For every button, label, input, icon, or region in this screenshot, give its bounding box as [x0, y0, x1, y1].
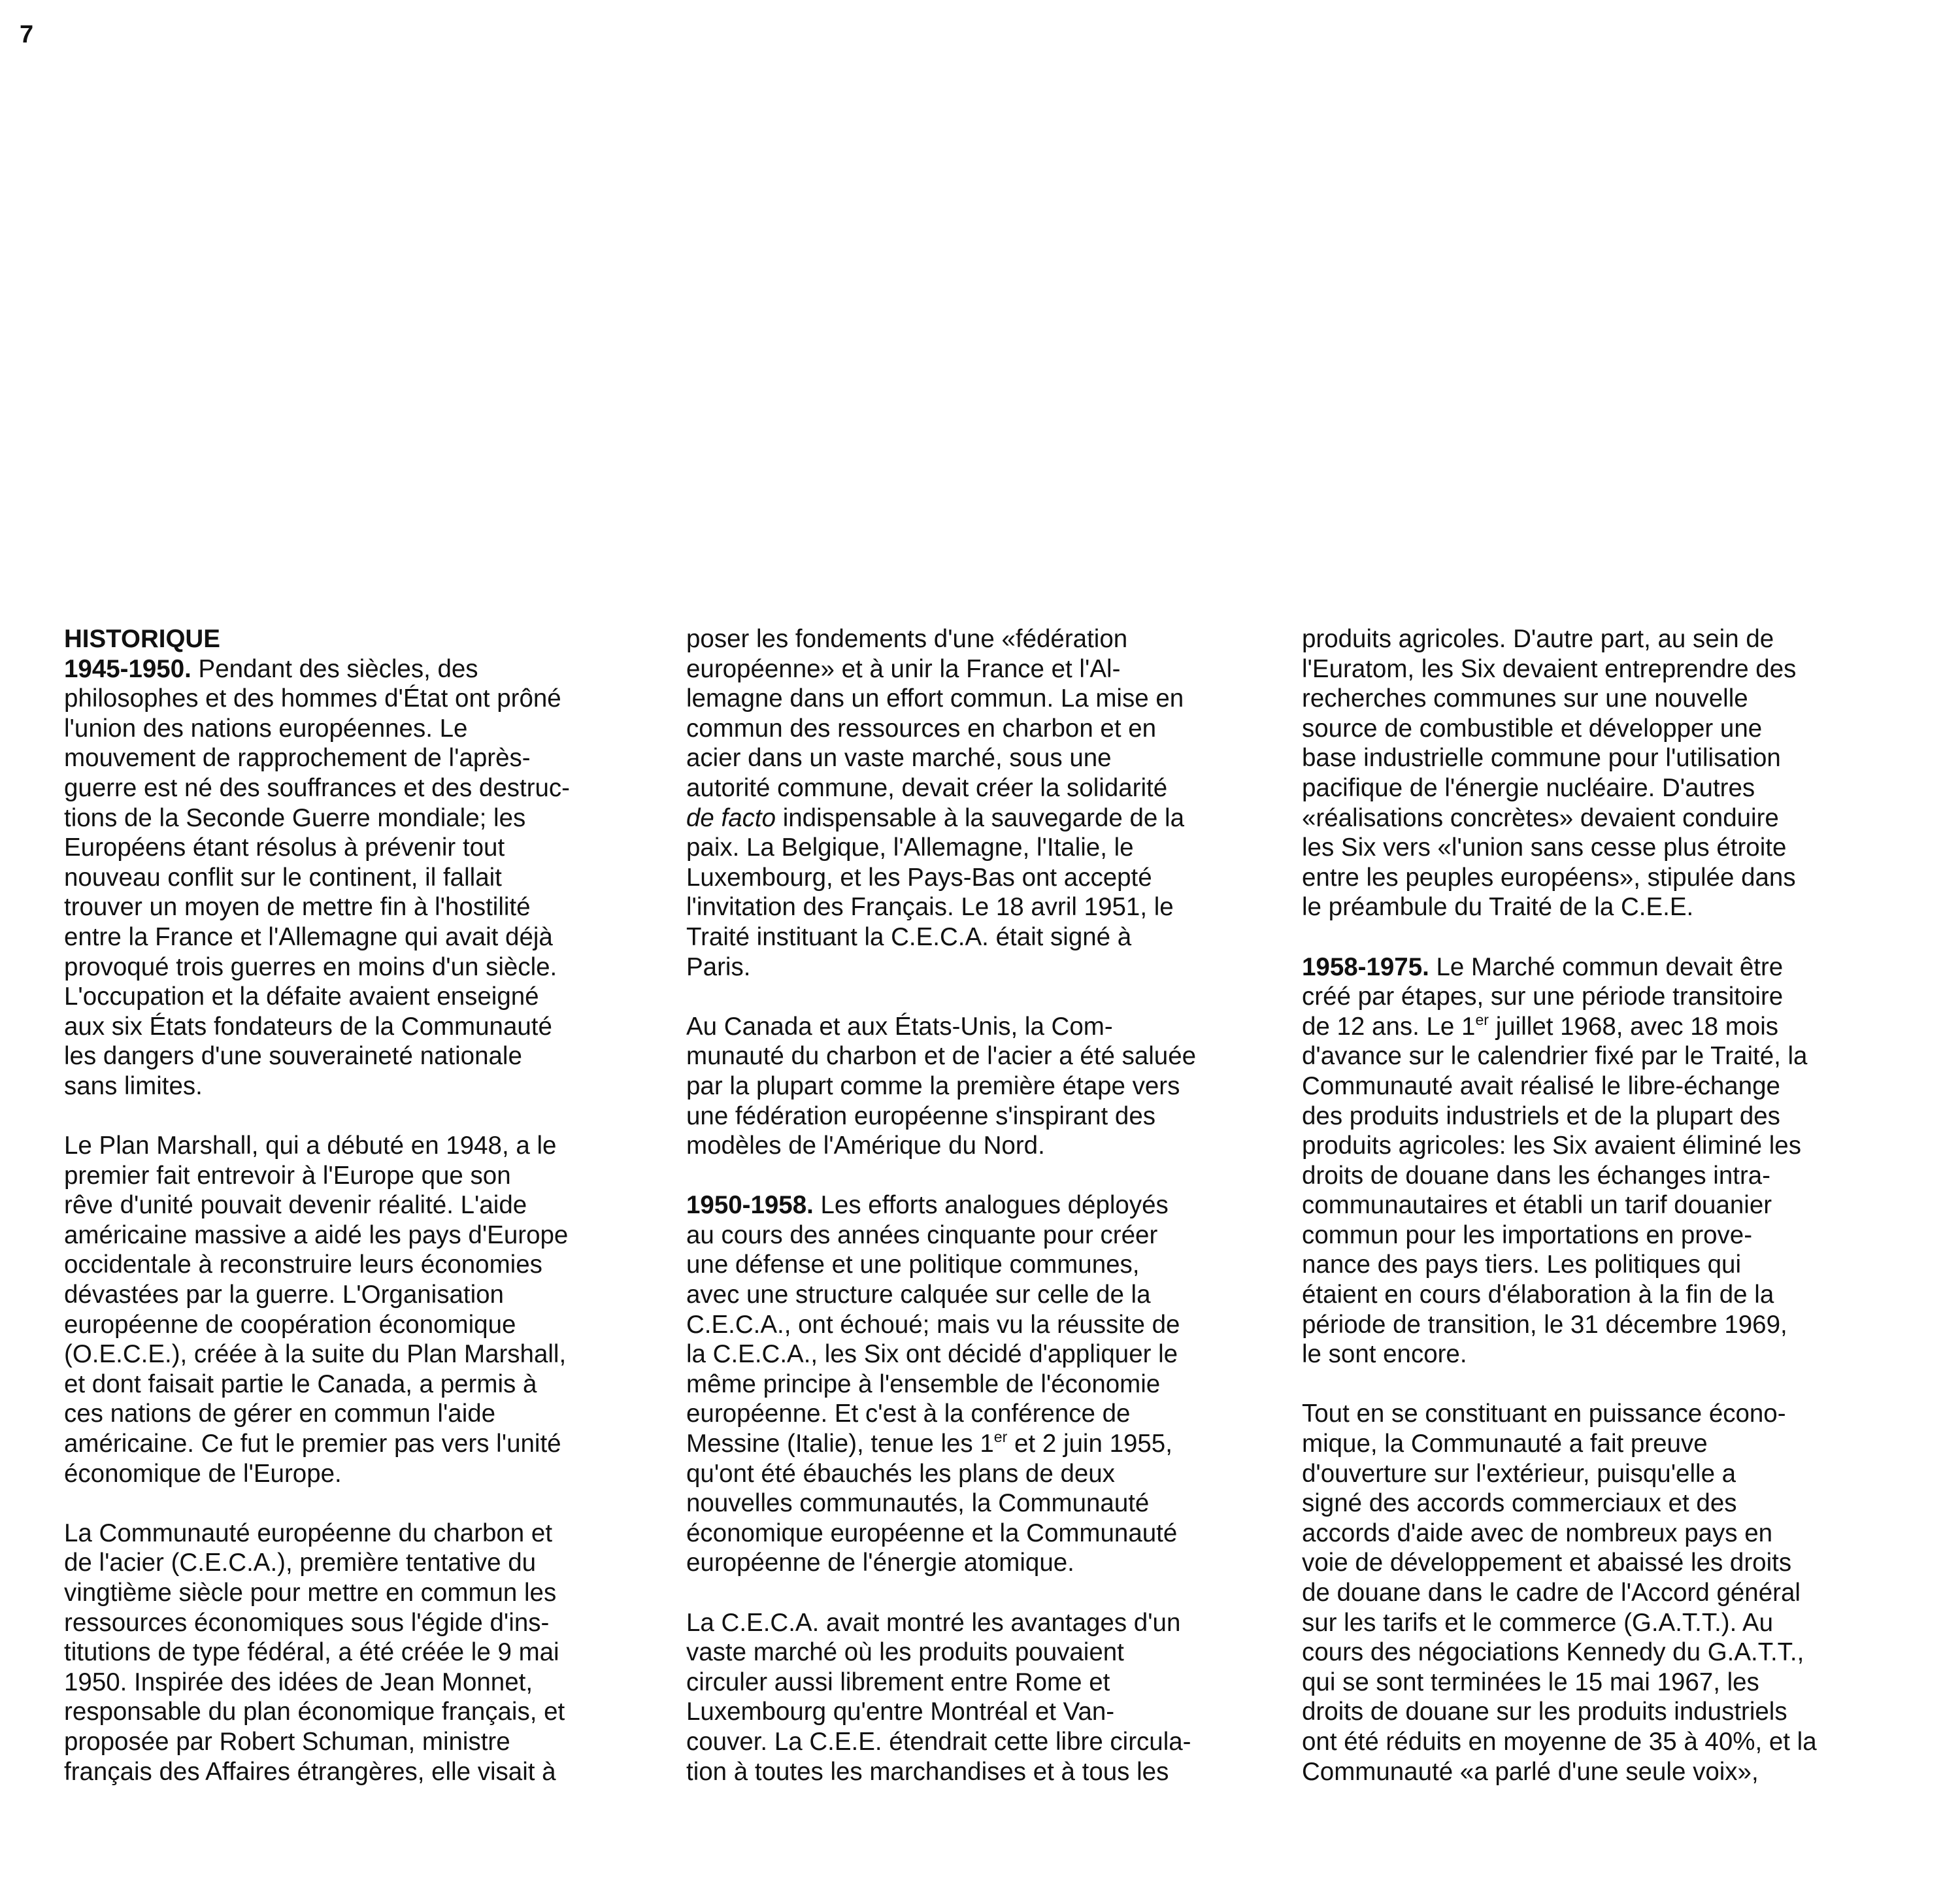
text-line: 1945-1950. Pendant des siècles, des — [64, 654, 478, 683]
text-line: étaient en cours d'élaboration à la fin de la — [1302, 1281, 1774, 1309]
text-line: des produits industriels et de la plupart des — [1302, 1101, 1780, 1130]
text-line: économique européenne et la Communauté — [686, 1519, 1178, 1547]
text-line: commun des ressources en charbon et en — [686, 714, 1157, 743]
paragraph-ceca — [64, 1519, 652, 1787]
paragraph-1958-1975 — [1302, 952, 1890, 1370]
text-line: les Six vers «l'union sans cesse plus étroite — [1302, 833, 1787, 862]
text-line: le sont encore. — [1302, 1340, 1467, 1369]
text-line: provoqué trois guerres en moins d'un siècle. — [64, 952, 557, 981]
text-line: ressources économiques sous l'égide d'ins- — [64, 1608, 550, 1637]
line-list — [64, 684, 652, 1101]
text-line: dévastées par la guerre. L'Organisation — [64, 1281, 504, 1309]
text-line: La C.E.C.A. avait montré les avantages d'un — [686, 1608, 1181, 1637]
text-line: paix. La Belgique, l'Allemagne, l'Italie, le — [686, 833, 1134, 862]
text-line: cours des négociations Kennedy du G.A.T.T., — [1302, 1638, 1804, 1667]
line-list — [686, 1220, 1274, 1429]
period-label: 1945-1950. — [64, 654, 191, 683]
text-line: premier fait entrevoir à l'Europe que son — [64, 1161, 511, 1190]
text-line: L'occupation et la défaite avaient enseigné — [64, 983, 539, 1011]
text-line: créé par étapes, sur une période transitoire — [1302, 983, 1784, 1011]
superscript: er — [1475, 1011, 1489, 1028]
line-list — [1302, 1399, 1890, 1787]
period-label: 1950-1958. — [686, 1191, 814, 1220]
text-line: guerre est né des souffrances et des destruc- — [64, 773, 571, 802]
line-list — [64, 1131, 652, 1488]
paragraph-federation — [686, 624, 1274, 982]
text-line: couver. La C.E.E. étendrait cette libre circula- — [686, 1727, 1191, 1756]
text-line: Messine (Italie), tenue les 1er et 2 juin 1955, — [686, 1428, 1172, 1458]
text-line: période de transition, le 31 décembre 1969, — [1302, 1310, 1787, 1339]
line-list — [1302, 1041, 1890, 1370]
text-line: modèles de l'Amérique du Nord. — [686, 1132, 1045, 1160]
period-label: 1958-1975. — [1302, 952, 1429, 981]
text-line: 1958-1975. Le Marché commun devait être — [1302, 952, 1784, 981]
paragraph-1950-1958 — [686, 1190, 1274, 1578]
text-line: même principe à l'ensemble de l'économie — [686, 1370, 1161, 1398]
text-line: recherches communes sur une nouvelle — [1302, 684, 1748, 713]
text-line: d'ouverture sur l'extérieur, puisqu'elle a — [1302, 1459, 1736, 1488]
paragraph-1945-1950 — [64, 654, 652, 1101]
page-number: 7 — [20, 21, 34, 48]
text-column-3 — [1302, 624, 1890, 1787]
text-line: les dangers d'une souveraineté nationale — [64, 1042, 522, 1071]
text-line: Luxembourg qu'entre Montréal et Van- — [686, 1698, 1115, 1726]
text-line: sur les tarifs et le commerce (G.A.T.T.). Au — [1302, 1608, 1773, 1637]
text-line: la C.E.C.A., les Six ont décidé d'appliquer le — [686, 1340, 1178, 1369]
text-line: nouvelles communautés, la Communauté — [686, 1489, 1150, 1518]
text-line: Traité instituant la C.E.C.A. était signé à — [686, 922, 1132, 951]
text-line: circuler aussi librement entre Rome et — [686, 1668, 1110, 1696]
paragraph-plan-marshall — [64, 1131, 652, 1488]
text-line: rêve d'unité pouvait devenir réalité. L'aide — [64, 1191, 527, 1220]
text-line: européenne» et à unir la France et l'Al- — [686, 654, 1121, 683]
text-line: au cours des années cinquante pour créer — [686, 1220, 1158, 1249]
text-line: entre la France et l'Allemagne qui avait déjà — [64, 922, 553, 951]
text-line: français des Affaires étrangères, elle visait à — [64, 1757, 556, 1786]
text-line: américaine massive a aidé les pays d'Europe — [64, 1220, 569, 1249]
text-line: droits de douane dans les échanges intra- — [1302, 1161, 1771, 1190]
text-line: acier dans un vaste marché, sous une — [686, 744, 1112, 773]
line-list — [686, 1608, 1274, 1787]
line-list — [686, 1459, 1274, 1578]
text-line: lemagne dans un effort commun. La mise en — [686, 684, 1184, 713]
text-line: de facto indispensable à la sauvegarde de la — [686, 803, 1185, 832]
text-line: une défense et une politique communes, — [686, 1251, 1140, 1279]
text-line: «réalisations concrètes» devaient conduire — [1302, 803, 1779, 832]
text-line: autorité commune, devait créer la solidarité — [686, 773, 1168, 802]
text-line: produits agricoles: les Six avaient éliminé les — [1302, 1132, 1801, 1160]
text-line: européenne de coopération économique — [64, 1310, 516, 1339]
text-line: Communauté avait réalisé le libre-échange — [1302, 1071, 1780, 1100]
text-line: proposée par Robert Schuman, ministre — [64, 1727, 510, 1756]
text-line: La Communauté européenne du charbon et — [64, 1519, 553, 1547]
text-line: voie de développement et abaissé les droits — [1302, 1549, 1792, 1577]
text-line: Le Plan Marshall, qui a débuté en 1948, a le — [64, 1132, 557, 1160]
text-line: Au Canada et aux États-Unis, la Com- — [686, 1012, 1113, 1041]
text-line: européenne. Et c'est à la conférence de — [686, 1400, 1131, 1428]
text-line: occidentale à reconstruire leurs économies — [64, 1251, 542, 1279]
text-line: une fédération européenne s'inspirant des — [686, 1101, 1155, 1130]
text-line: ces nations de gérer en commun l'aide — [64, 1400, 496, 1428]
paragraph-gatt — [1302, 1399, 1890, 1787]
text-line: commun pour les importations en prove- — [1302, 1220, 1753, 1249]
line-list — [686, 624, 1274, 803]
text-line: de douane dans le cadre de l'Accord général — [1302, 1579, 1801, 1607]
paragraph-euratom — [1302, 624, 1890, 922]
text-line: tions de la Seconde Guerre mondiale; les — [64, 803, 526, 832]
text-column-2 — [686, 624, 1274, 1787]
text-line: Tout en se constituant en puissance écono- — [1302, 1400, 1786, 1428]
text-line: entre les peuples européens», stipulée dans — [1302, 863, 1796, 892]
text-line: l'invitation des Français. Le 18 avril 1951, le — [686, 893, 1174, 922]
text-line: 1950. Inspirée des idées de Jean Monnet, — [64, 1668, 533, 1696]
text-line: produits agricoles. D'autre part, au sein de — [1302, 625, 1774, 653]
line-list — [64, 1519, 652, 1787]
text-line: européenne de l'énergie atomique. — [686, 1549, 1074, 1577]
text-line: signé des accords commerciaux et des — [1302, 1489, 1737, 1518]
text-line: munauté du charbon et de l'acier a été saluée — [686, 1042, 1197, 1071]
line-list — [686, 1012, 1274, 1161]
text-line: de 12 ans. Le 1er juillet 1968, avec 18 mois — [1302, 1011, 1778, 1041]
line-list — [686, 833, 1274, 982]
text-line: l'union des nations européennes. Le — [64, 714, 468, 743]
text-line: trouver un moyen de mettre fin à l'hostilité — [64, 893, 531, 922]
text-line: accords d'aide avec de nombreux pays en — [1302, 1519, 1773, 1547]
text-line: le préambule du Traité de la C.E.E. — [1302, 893, 1694, 922]
text-line: et dont faisait partie le Canada, a permis à — [64, 1370, 537, 1398]
text-line: base industrielle commune pour l'utilisation — [1302, 744, 1781, 773]
text-line: responsable du plan économique français, et — [64, 1698, 565, 1726]
text-line: américaine. Ce fut le premier pas vers l'unité — [64, 1430, 561, 1458]
text-line: économique de l'Europe. — [64, 1459, 342, 1488]
text-line: C.E.C.A., ont échoué; mais vu la réussite de — [686, 1310, 1180, 1339]
text-line: philosophes et des hommes d'État ont prôné — [64, 684, 561, 713]
text-line: nouveau conflit sur le continent, il fallait — [64, 863, 502, 892]
text-line: ont été réduits en moyenne de 35 à 40%, et la — [1302, 1727, 1817, 1756]
text-line: avec une structure calquée sur celle de la — [686, 1281, 1151, 1309]
text-line: communautaires et établi un tarif douanier — [1302, 1191, 1772, 1220]
text-line: mique, la Communauté a fait preuve — [1302, 1430, 1708, 1458]
text-line: sans limites. — [64, 1071, 203, 1100]
text-line: vingtième siècle pour mettre en commun les — [64, 1579, 557, 1607]
text-line: l'Euratom, les Six devaient entreprendre des — [1302, 654, 1797, 683]
text-line: (O.E.C.E.), créée à la suite du Plan Marshall, — [64, 1340, 567, 1369]
text-line: tion à toutes les marchandises et à tous les — [686, 1757, 1169, 1786]
text-line: par la plupart comme la première étape vers — [686, 1071, 1180, 1100]
paragraph-grand-marche — [686, 1608, 1274, 1787]
text-line: Européens étant résolus à prévenir tout — [64, 833, 505, 862]
text-line: droits de douane sur les produits industriels — [1302, 1698, 1787, 1726]
text-line: nance des pays tiers. Les politiques qui — [1302, 1251, 1742, 1279]
text-line: d'avance sur le calendrier fixé par le Traité, la — [1302, 1042, 1808, 1071]
text-line: qui se sont terminées le 15 mai 1967, les — [1302, 1668, 1759, 1696]
text-line: aux six États fondateurs de la Communauté — [64, 1012, 552, 1041]
text-line: pacifique de l'énergie nucléaire. D'autres — [1302, 773, 1755, 802]
line-list — [1302, 624, 1890, 922]
section-heading: HISTORIQUE — [64, 625, 220, 653]
text-line: Luxembourg, et les Pays-Bas ont accepté — [686, 863, 1152, 892]
text-line: Communauté «a parlé d'une seule voix», — [1302, 1757, 1759, 1786]
text-line: de l'acier (C.E.C.A.), première tentative du — [64, 1549, 537, 1577]
text-line: Paris. — [686, 952, 751, 981]
text-line: mouvement de rapprochement de l'après- — [64, 744, 531, 773]
paragraph-canada — [686, 1012, 1274, 1161]
text-column-1 — [64, 624, 652, 1787]
text-line: source de combustible et développer une — [1302, 714, 1763, 743]
text-line: vaste marché où les produits pouvaient — [686, 1638, 1124, 1667]
text-line: titutions de type fédéral, a été créée le 9 mai — [64, 1638, 559, 1667]
italic-phrase: de facto — [686, 803, 776, 832]
superscript: er — [993, 1428, 1008, 1446]
text-line: qu'ont été ébauchés les plans de deux — [686, 1459, 1115, 1488]
text-line: poser les fondements d'une «fédération — [686, 625, 1128, 653]
text-line: 1950-1958. Les efforts analogues déployés — [686, 1191, 1169, 1220]
